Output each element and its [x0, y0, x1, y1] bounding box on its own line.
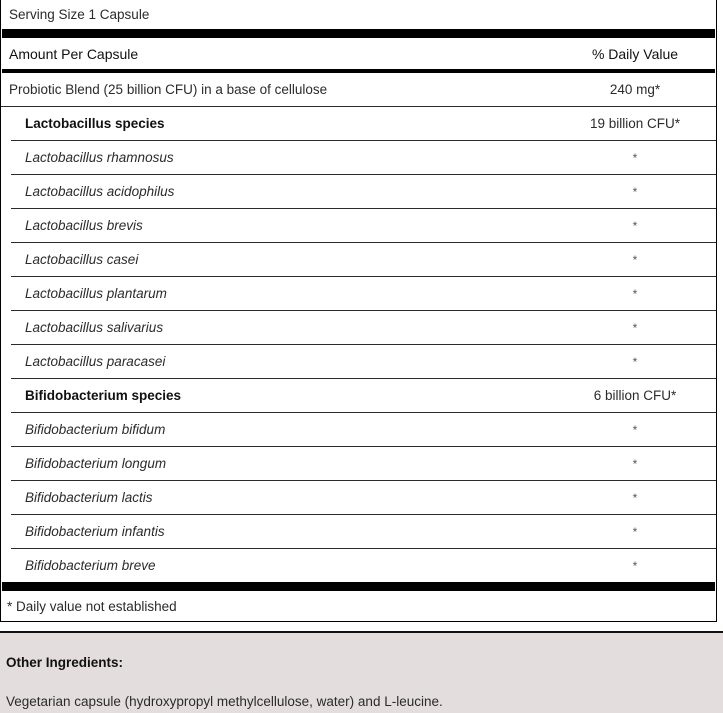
species-value: *: [632, 456, 638, 471]
species-name: Lactobacillus paracasei: [25, 354, 166, 369]
facts-rows-body: [1, 73, 716, 582]
table-row: [1, 277, 716, 310]
table-row: [1, 379, 716, 412]
other-ingredients-text: Vegetarian capsule (hydroxypropyl methylcellulose, water) and L-leucine.: [6, 694, 443, 709]
table-row: [1, 73, 716, 106]
species-name: Lactobacillus casei: [25, 252, 139, 267]
footnote-text: * Daily value not established: [7, 598, 177, 614]
group-value-bifidobacterium: 6 billion CFU*: [593, 388, 677, 403]
facts-rows-table: [1, 73, 716, 582]
probiotic-blend-name: Probiotic Blend (25 billion CFU) in a base of cellulose: [9, 82, 328, 97]
group-name-lactobacillus: Lactobacillus species: [25, 116, 165, 131]
table-row: [1, 549, 716, 582]
serving-size-row: [1, 0, 716, 29]
species-value: *: [632, 184, 638, 199]
table-row: [1, 481, 716, 514]
facts-table: [1, 38, 716, 69]
table-row: [1, 515, 716, 548]
table-header-row: [1, 38, 716, 69]
footnote-thick-rule: [2, 582, 715, 591]
species-name: Lactobacillus plantarum: [25, 286, 167, 301]
daily-value-header: % Daily Value: [591, 45, 679, 62]
species-value: *: [632, 524, 638, 539]
species-value: *: [632, 150, 638, 165]
table-row: [1, 413, 716, 446]
table-row: [1, 345, 716, 378]
species-value: *: [632, 422, 638, 437]
daily-value-footnote: [1, 591, 716, 621]
species-name: Bifidobacterium breve: [25, 558, 156, 573]
species-value: *: [632, 218, 638, 233]
table-row: [1, 311, 716, 344]
species-name: Lactobacillus salivarius: [25, 320, 164, 335]
species-name: Bifidobacterium longum: [25, 456, 167, 471]
table-row: [1, 447, 716, 480]
species-value: *: [632, 286, 638, 301]
species-value: *: [632, 490, 638, 505]
species-value: *: [632, 558, 638, 573]
species-name: Lactobacillus brevis: [25, 218, 143, 233]
group-name-bifidobacterium: Bifidobacterium species: [25, 388, 182, 403]
serving-size-text: Serving Size 1 Capsule: [9, 7, 150, 22]
species-value: *: [632, 354, 638, 369]
other-ingredients-title: Other Ingredients:: [6, 655, 124, 670]
group-value-lactobacillus: 19 billion CFU*: [589, 116, 681, 131]
species-name: Bifidobacterium lactis: [25, 490, 153, 505]
probiotic-blend-value: 240 mg*: [609, 82, 661, 97]
species-value: *: [632, 320, 638, 335]
table-row: [1, 175, 716, 208]
facts-table-body: [1, 38, 716, 69]
species-value: *: [632, 252, 638, 267]
species-name: Bifidobacterium bifidum: [25, 422, 166, 437]
species-name: Lactobacillus rhamnosus: [25, 150, 174, 165]
amount-per-capsule-header: Amount Per Capsule: [9, 45, 139, 62]
table-row: [1, 243, 716, 276]
species-name: Lactobacillus acidophilus: [25, 184, 175, 199]
other-ingredients-section: [0, 631, 723, 713]
table-row: [1, 141, 716, 174]
panel-footer-gap: [0, 622, 723, 631]
table-row: [1, 209, 716, 242]
table-row: [1, 107, 716, 140]
header-thick-rule: [2, 29, 715, 38]
species-name: Bifidobacterium infantis: [25, 524, 165, 539]
